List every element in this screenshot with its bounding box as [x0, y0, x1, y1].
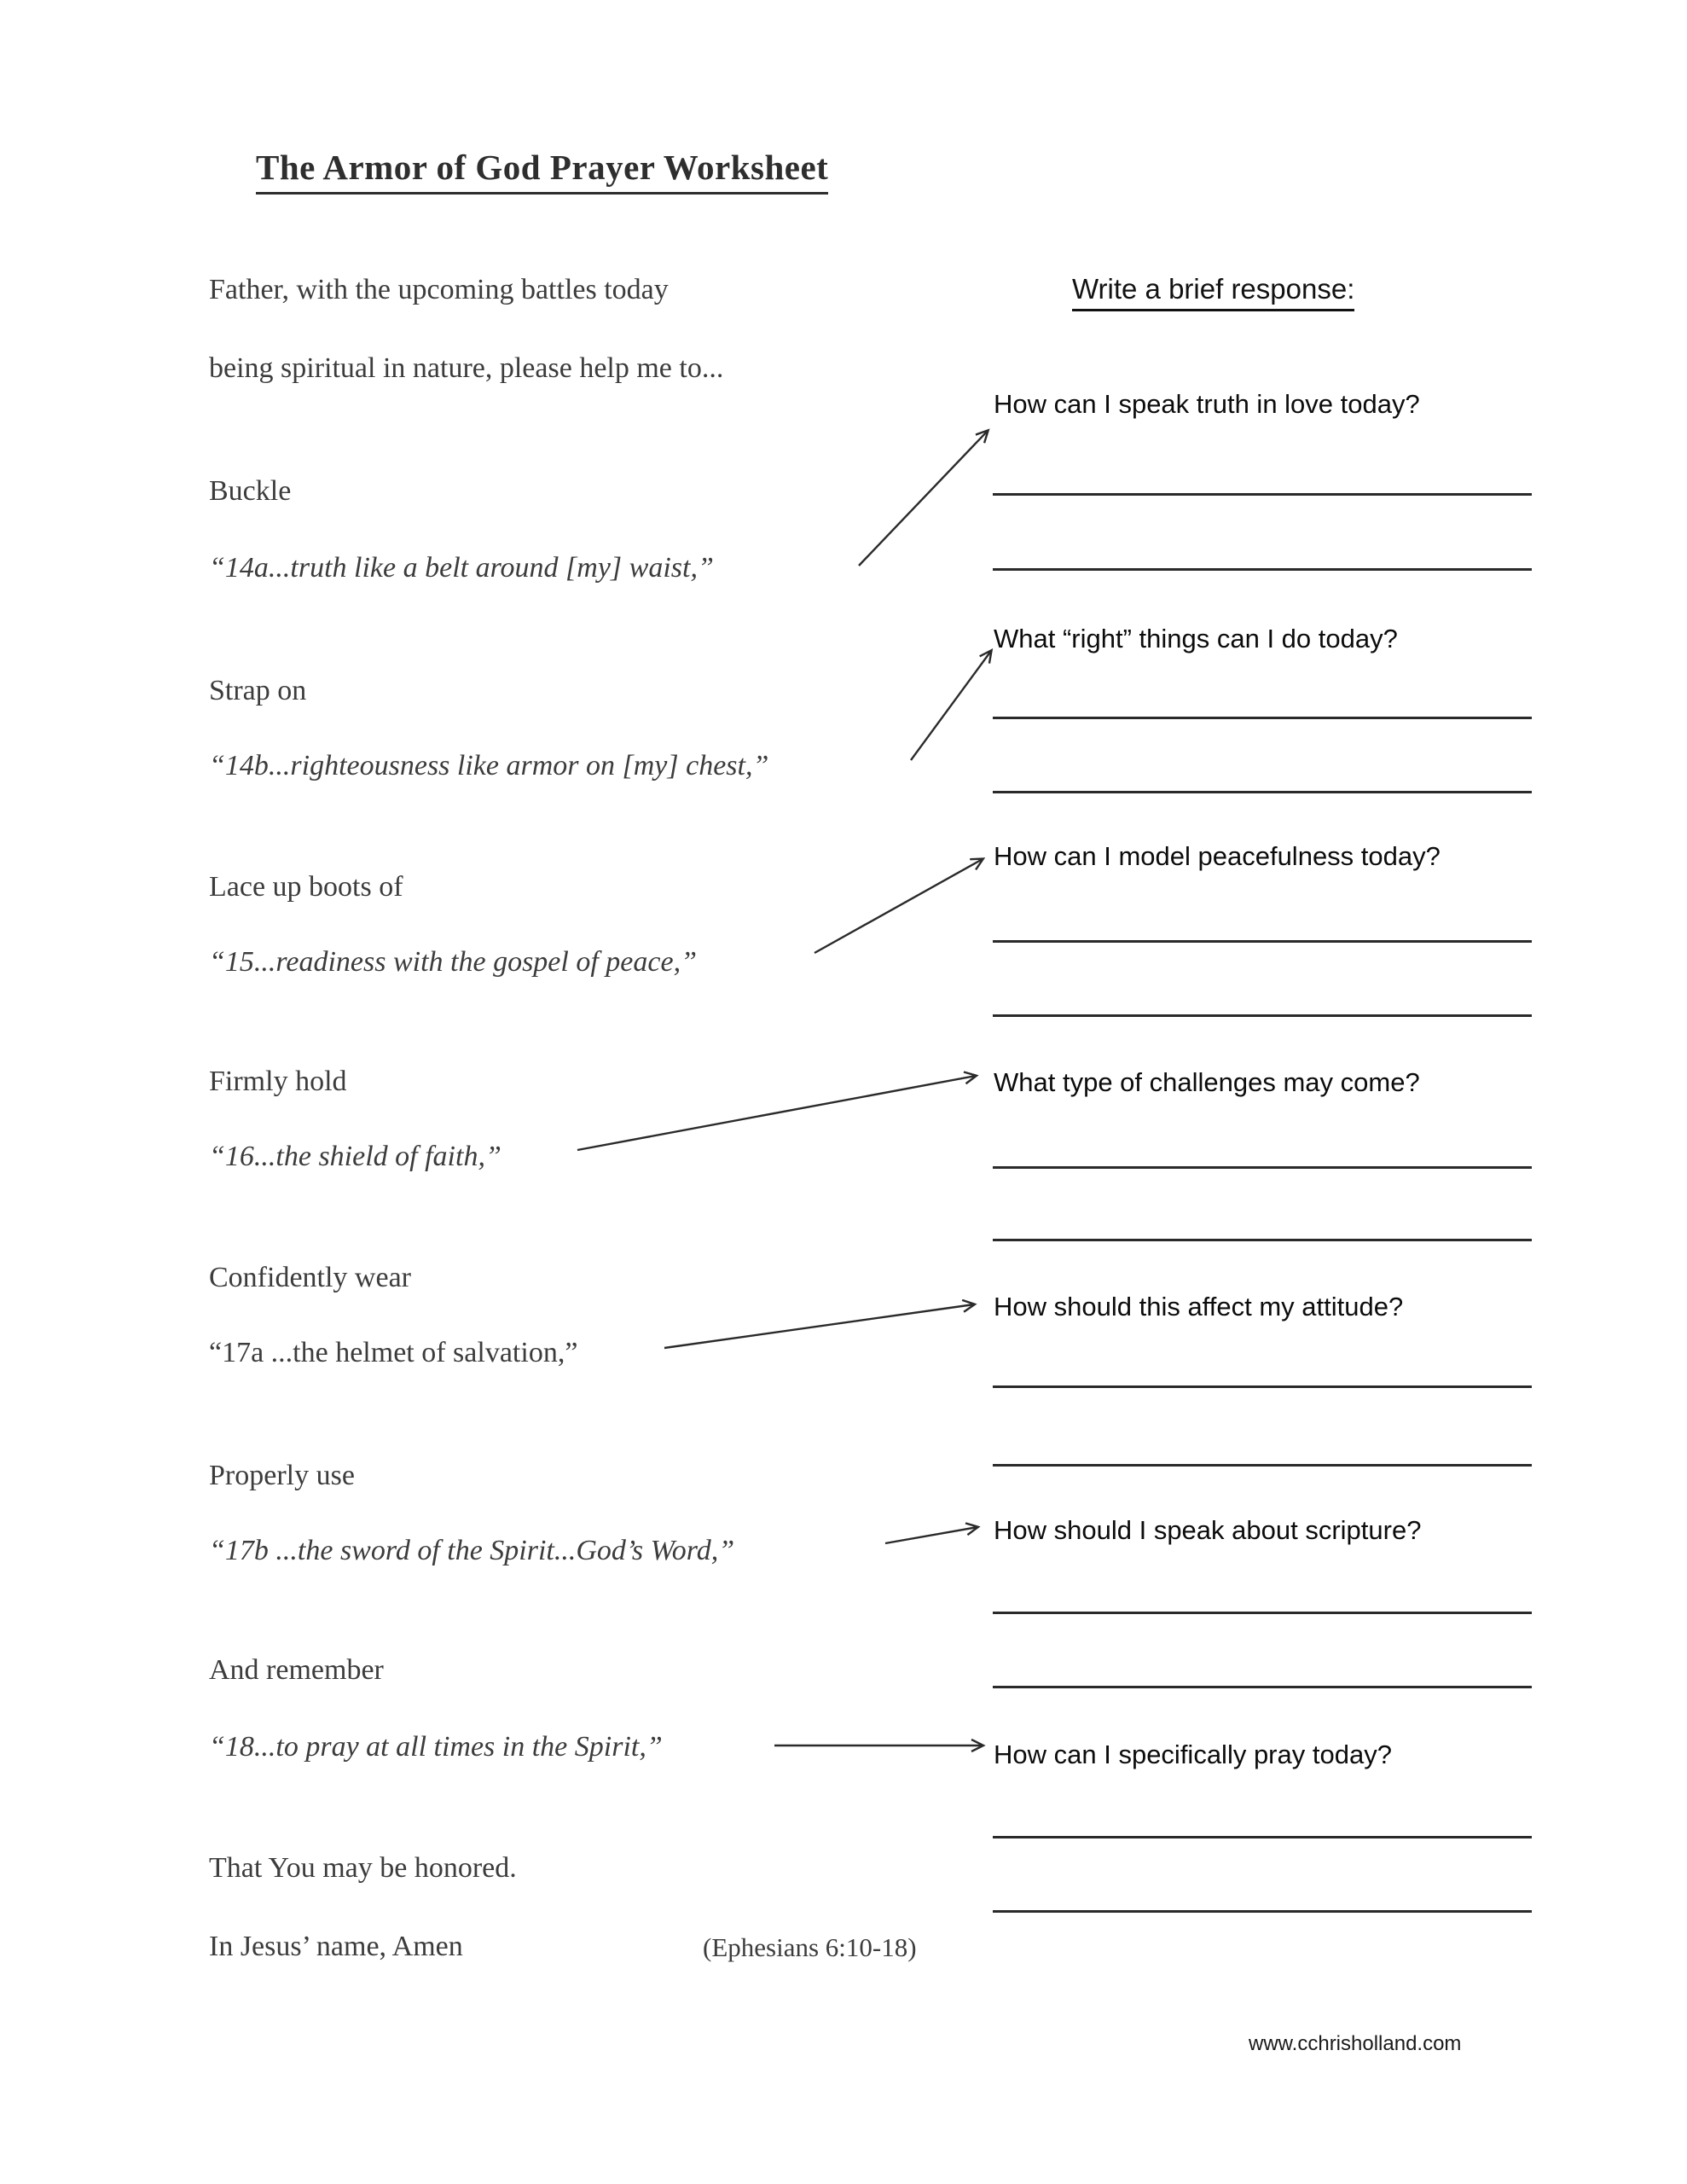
- question-pray: How can I specifically pray today?: [994, 1740, 1392, 1769]
- question-challenges: What type of challenges may come?: [994, 1067, 1420, 1097]
- armor-quote-breastplate: “14b...righteousness like armor on [my] chest,”: [209, 750, 769, 781]
- closing-line-2: In Jesus’ name, Amen: [209, 1931, 463, 1962]
- response-line[interactable]: [993, 568, 1532, 571]
- response-line[interactable]: [993, 1910, 1532, 1913]
- arrow-breastplate-icon: [911, 651, 991, 760]
- footer-url: www.cchrisholland.com: [1249, 2032, 1462, 2055]
- arrow-boots-icon: [815, 859, 983, 953]
- response-line[interactable]: [993, 940, 1532, 943]
- armor-quote-boots: “15...readiness with the gospel of peace,”: [209, 946, 697, 978]
- armor-lead-helmet: Confidently wear: [209, 1262, 411, 1293]
- response-header: Write a brief response:: [1072, 273, 1354, 311]
- question-model-peacefulness: How can I model peacefulness today?: [994, 841, 1441, 871]
- question-right-things: What “right” things can I do today?: [994, 624, 1398, 653]
- response-line[interactable]: [993, 1385, 1532, 1388]
- response-line[interactable]: [993, 1239, 1532, 1241]
- armor-lead-prayer: And remember: [209, 1654, 384, 1686]
- response-line[interactable]: [993, 791, 1532, 793]
- question-speak-truth: How can I speak truth in love today?: [994, 389, 1420, 419]
- response-line[interactable]: [993, 1166, 1532, 1169]
- arrow-helmet-icon: [664, 1304, 974, 1348]
- arrow-sword-icon: [885, 1527, 977, 1543]
- armor-quote-sword: “17b ...the sword of the Spirit...God’s Word,”: [209, 1535, 735, 1566]
- response-line[interactable]: [993, 493, 1532, 496]
- scripture-reference: (Ephesians 6:10-18): [703, 1932, 917, 1962]
- armor-lead-breastplate: Strap on: [209, 675, 307, 706]
- armor-lead-sword: Properly use: [209, 1460, 355, 1491]
- page-title: The Armor of God Prayer Worksheet: [256, 147, 828, 195]
- armor-quote-shield: “16...the shield of faith,”: [209, 1141, 501, 1172]
- response-line[interactable]: [993, 1686, 1532, 1688]
- armor-quote-belt: “14a...truth like a belt around [my] waist,”: [209, 552, 714, 584]
- armor-lead-boots: Lace up boots of: [209, 871, 403, 903]
- closing-line-1: That You may be honored.: [209, 1852, 517, 1884]
- armor-lead-shield: Firmly hold: [209, 1066, 347, 1097]
- question-scripture: How should I speak about scripture?: [994, 1515, 1422, 1545]
- armor-quote-prayer: “18...to pray at all times in the Spirit,”: [209, 1731, 663, 1763]
- intro-line-1: Father, with the upcoming battles today: [209, 274, 669, 305]
- response-line[interactable]: [993, 1464, 1532, 1467]
- response-line[interactable]: [993, 1014, 1532, 1017]
- arrow-shield-icon: [577, 1076, 976, 1150]
- response-line[interactable]: [993, 1836, 1532, 1838]
- armor-lead-belt: Buckle: [209, 475, 292, 507]
- intro-line-2: being spiritual in nature, please help me to...: [209, 352, 724, 384]
- arrow-belt-icon: [859, 431, 988, 566]
- response-line[interactable]: [993, 717, 1532, 719]
- response-line[interactable]: [993, 1612, 1532, 1614]
- armor-quote-helmet: “17a ...the helmet of salvation,”: [209, 1337, 578, 1368]
- question-attitude: How should this affect my attitude?: [994, 1292, 1404, 1321]
